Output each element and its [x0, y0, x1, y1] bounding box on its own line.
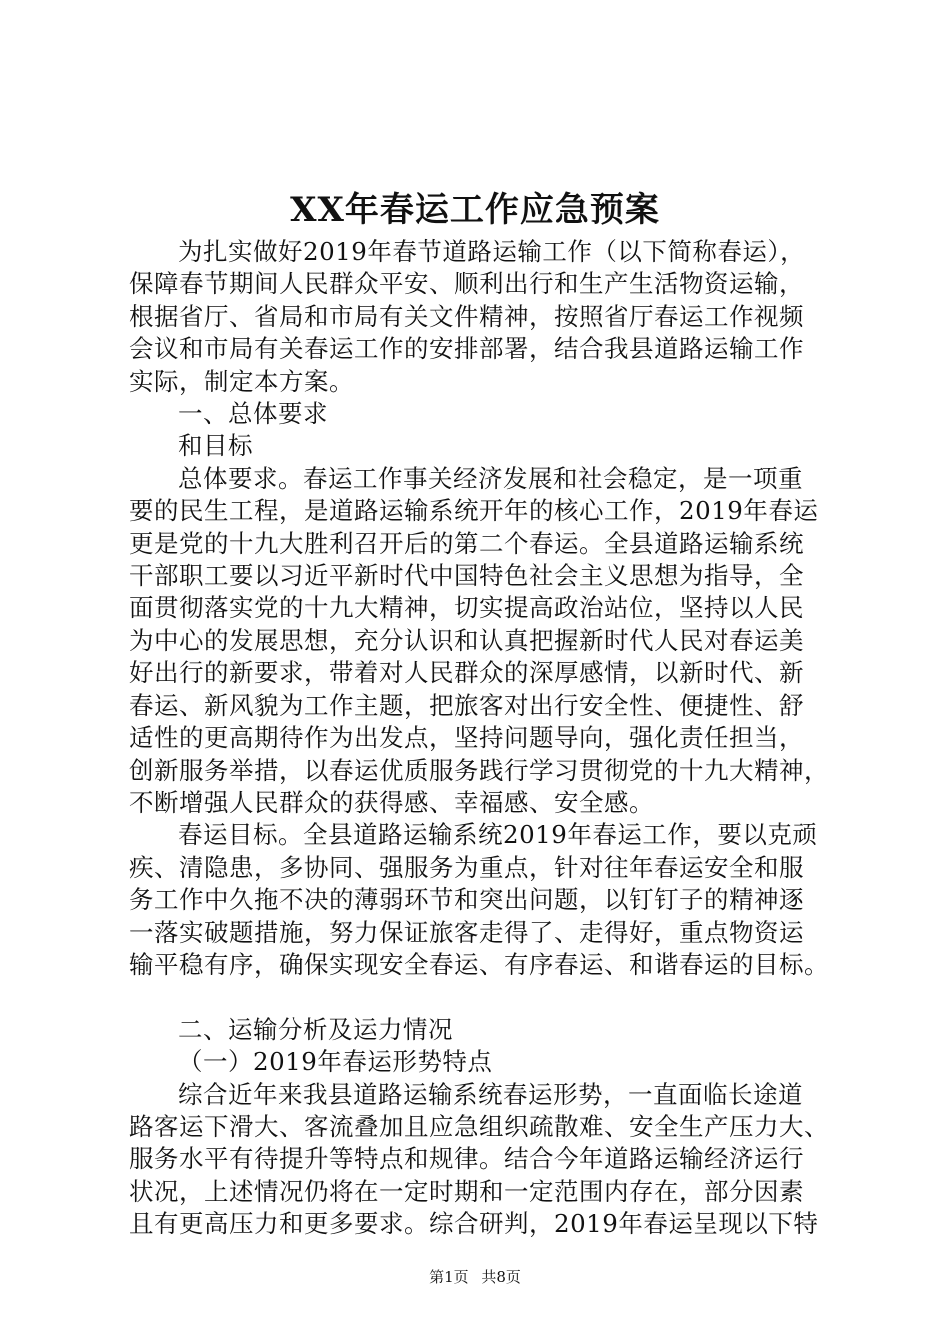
paragraph-line: 一落实破题措施，努力保证旅客走得了、走得好，重点物资运 — [129, 917, 804, 947]
section-heading: 二、运输分析及运力情况 — [178, 1014, 453, 1044]
paragraph-line: 状况，上述情况仍将在一定时期和一定范围内存在，部分因素 — [129, 1176, 804, 1206]
paragraph-line: 综合近年来我县道路运输系统春运形势，一直面临长途道 — [178, 1079, 803, 1109]
paragraph-line: 创新服务举措，以春运优质服务践行学习贯彻党的十九大精神， — [129, 755, 829, 785]
page-number: 第1页 — [429, 1268, 469, 1286]
section-heading-continued: 和目标 — [178, 431, 253, 461]
paragraph-line: 春运、新风貌为工作主题，把旅客对出行安全性、便捷性、舒 — [129, 690, 804, 720]
document-title: XX年春运工作应急预案 — [290, 190, 660, 230]
document-body — [129, 236, 851, 1241]
paragraph-line: 输平稳有序，确保实现安全春运、有序春运、和谐春运的目标。 — [129, 949, 829, 979]
paragraph-line: 疾、清隐患，多协同、强服务为重点，针对往年春运安全和服 — [129, 852, 804, 882]
paragraph-line: 为中心的发展思想，充分认识和认真把握新时代人民对春运美 — [129, 625, 804, 655]
paragraph-line: 要的民生工程，是道路运输系统开年的核心工作，2019年春运 — [129, 496, 819, 526]
paragraph-line: 务工作中久拖不决的薄弱环节和突出问题，以钉钉子的精神逐 — [129, 885, 804, 915]
paragraph-line: 路客运下滑大、客流叠加且应急组织疏散难、安全生产压力大、 — [129, 1111, 829, 1141]
paragraph-line: 不断增强人民群众的获得感、幸福感、安全感。 — [129, 787, 654, 817]
paragraph-line: 总体要求。春运工作事关经济发展和社会稳定，是一项重 — [178, 463, 803, 493]
section-heading: 一、总体要求 — [178, 399, 328, 429]
page-total: 共8页 — [481, 1268, 521, 1286]
paragraph-line: 干部职工要以习近平新时代中国特色社会主义思想为指导，全 — [129, 561, 804, 591]
blank-line — [129, 981, 851, 1013]
paragraph-line: 好出行的新要求，带着对人民群众的深厚感情，以新时代、新 — [129, 658, 804, 688]
paragraph-line: 适性的更高期待作为出发点，坚持问题导向，强化责任担当， — [129, 723, 804, 753]
paragraph-line: 服务水平有待提升等特点和规律。结合今年道路运输经济运行 — [129, 1144, 804, 1174]
paragraph-line: 根据省厅、省局和市局有关文件精神，按照省厅春运工作视频 — [129, 301, 804, 331]
paragraph-line: 面贯彻落实党的十九大精神，切实提高政治站位，坚持以人民 — [129, 593, 804, 623]
paragraph-line: 为扎实做好2019年春节道路运输工作（以下简称春运）， — [178, 237, 806, 266]
paragraph-line: 实际，制定本方案。 — [129, 366, 354, 396]
paragraph-line: 且有更高压力和更多要求。综合研判，2019年春运呈现以下特 — [129, 1209, 819, 1239]
subsection-heading: （一）2019年春运形势特点 — [178, 1047, 493, 1077]
paragraph-line: 会议和市局有关春运工作的安排部署，结合我县道路运输工作 — [129, 334, 804, 364]
paragraph-line: 春运目标。全县道路运输系统2019年春运工作，要以克顽 — [178, 820, 818, 850]
paragraph-line: 更是党的十九大胜利召开后的第二个春运。全县道路运输系统 — [129, 528, 804, 558]
page-footer — [0, 1267, 950, 1287]
paragraph-line: 保障春节期间人民群众平安、顺利出行和生产生活物资运输， — [129, 269, 804, 299]
